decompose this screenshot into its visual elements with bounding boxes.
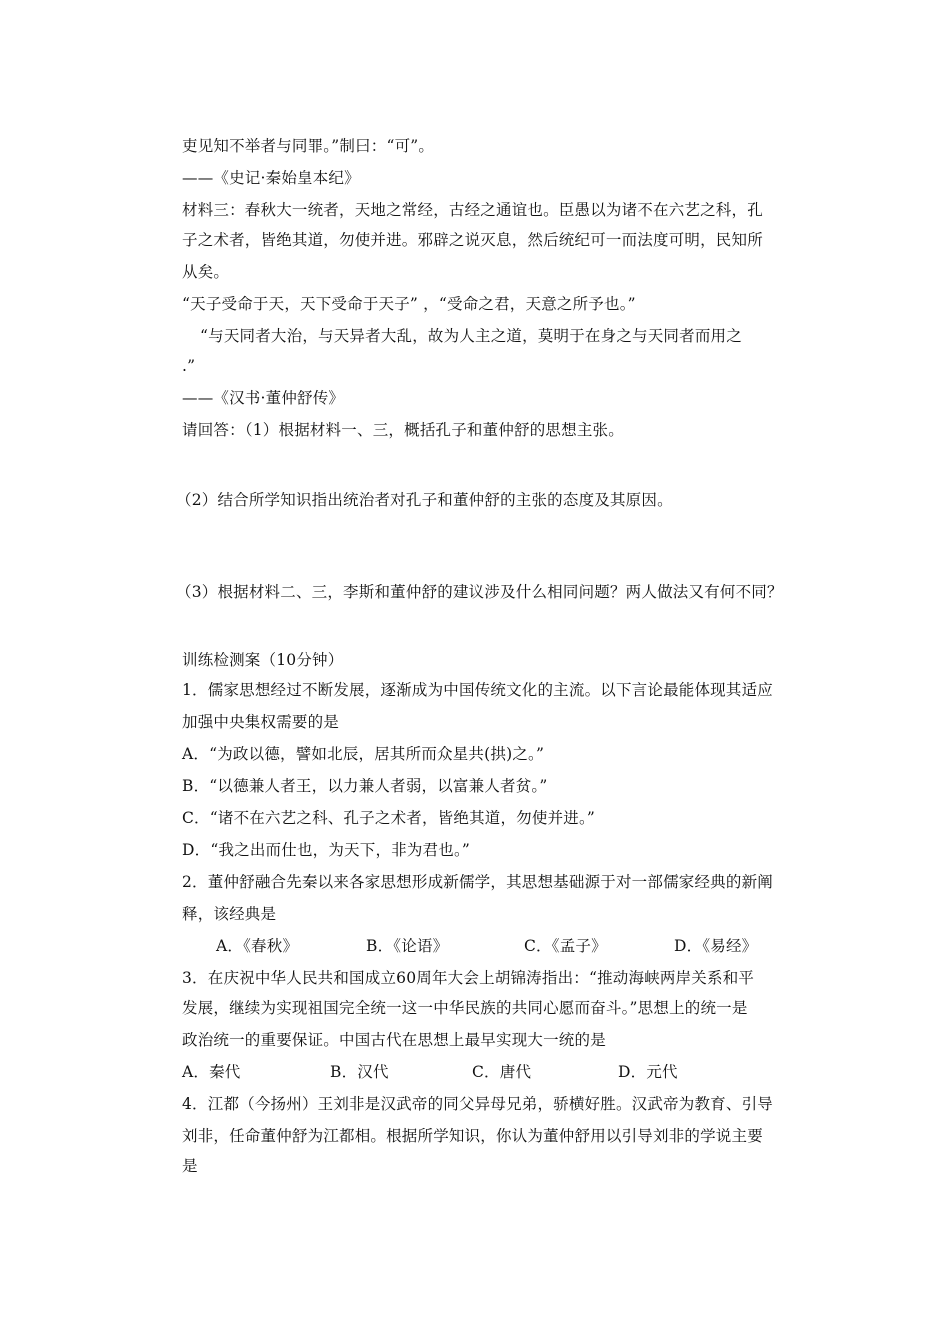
problem-3-stem: 政治统一的重要保证。中国古代在思想上最早实现大一统的是	[182, 1031, 606, 1049]
problem-4-stem: 刘非，任命董仲舒为江都相。根据所学知识，你认为董仲舒用以引导刘非的学说主要	[182, 1127, 763, 1145]
quote-line: .”	[182, 357, 196, 375]
problem-2-option-c: C．《孟子》	[524, 937, 607, 955]
problem-2-option-d: D．《易经》	[674, 937, 758, 955]
question-3: （3）根据材料二、三，李斯和董仲舒的建议涉及什么相同问题？两人做法又有何不同？	[176, 583, 783, 601]
problem-2-option-a: A．《春秋》	[216, 937, 299, 955]
quote-line: “与天同者大治，与天异者大乱，故为人主之道，莫明于在身之与天同者而用之	[200, 327, 742, 345]
problem-1-option-a: A．“为政以德，譬如北辰，居其所而众星共(拱)之。”	[182, 745, 545, 763]
problem-1-stem: 加强中央集权需要的是	[182, 713, 340, 731]
question-2: （2）结合所学知识指出统治者对孔子和董仲舒的主张的态度及其原因。	[176, 491, 673, 509]
problem-3-stem: 3．在庆祝中华人民共和国成立60周年大会上胡锦涛指出：“推动海峡两岸关系和平	[182, 969, 755, 987]
problem-4-stem: 是	[182, 1157, 198, 1175]
problem-1-option-c: C．“诸不在六艺之科、孔子之术者，皆绝其道，勿使并进。”	[182, 809, 596, 827]
section-heading: 训练检测案（10分钟）	[182, 651, 344, 669]
source-citation: ——《汉书·董仲舒传》	[182, 389, 345, 407]
problem-3-option-b: B．汉代	[330, 1063, 389, 1081]
problem-3-option-c: C．唐代	[472, 1063, 532, 1081]
material-three-line: 材料三：春秋大一统者，天地之常经，古经之通谊也。臣愚以为诸不在六艺之科，孔	[182, 201, 763, 219]
problem-2-options	[216, 936, 757, 956]
problem-3-option-a: A．秦代	[182, 1063, 241, 1081]
problem-3-option-d: D．元代	[618, 1063, 678, 1081]
problem-1-stem: 1．儒家思想经过不断发展，逐渐成为中国传统文化的主流。以下言论最能体现其适应	[182, 681, 773, 699]
problem-2-stem: 释，该经典是	[182, 905, 277, 923]
material-three-line: 子之术者，皆绝其道，勿使并进。邪辟之说灭息，然后统纪可一而法度可明，民知所	[182, 231, 763, 249]
problem-1-option-d: D．“我之出而仕也，为天下，非为君也。”	[182, 841, 471, 859]
problem-2-option-b: B．《论语》	[366, 937, 449, 955]
material-three-line: 从矣。	[182, 263, 230, 281]
question-1: 请回答：（1）根据材料一、三，概括孔子和董仲舒的思想主张。	[182, 421, 624, 439]
problem-3-stem: 发展，继续为实现祖国完全统一这一中华民族的共同心愿而奋斗。”思想上的统一是	[182, 999, 748, 1017]
quote-line: “天子受命于天，天下受命于天子” ，“受命之君，天意之所予也。”	[182, 295, 636, 313]
problem-4-stem: 4．江都（今扬州）王刘非是汉武帝的同父异母兄弟，骄横好胜。汉武帝为教育、引导	[182, 1095, 773, 1113]
problem-2-stem: 2．董仲舒融合先秦以来各家思想形成新儒学，其思想基础源于对一部儒家经典的新阐	[182, 873, 773, 891]
problem-1-option-b: B．“以德兼人者王，以力兼人者弱，以富兼人者贫。”	[182, 777, 548, 795]
source-citation: ——《史记·秦始皇本纪》	[182, 169, 360, 187]
text-line: 吏见知不举者与同罪。”制曰：“可”。	[182, 137, 435, 155]
problem-3-options	[182, 1062, 678, 1082]
